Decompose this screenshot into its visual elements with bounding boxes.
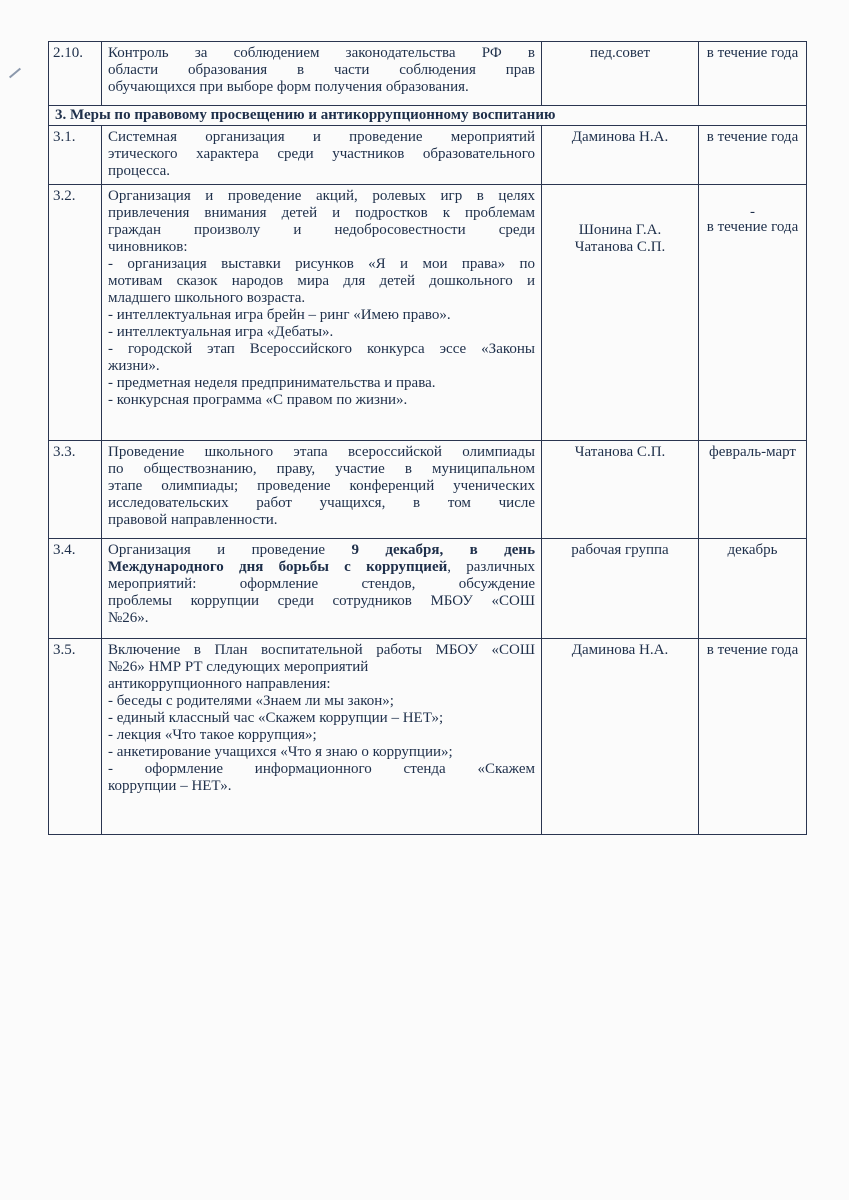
responsible-cell: пед.совет [542, 42, 699, 106]
table-row [49, 126, 807, 185]
responsible-cell: рабочая группа [542, 539, 699, 639]
activity-line: граждан произволу и недобросовестности среди [108, 222, 535, 238]
table-row [49, 185, 807, 441]
spacer [705, 188, 800, 205]
term-value: в течение года [706, 219, 799, 235]
table-row [49, 441, 807, 539]
activity-line: - городской этап Всероссийского конкурса эссе «Законы [108, 341, 535, 357]
highlight-event: Международного дня борьбы с коррупцией [108, 559, 448, 575]
activity-line [108, 559, 535, 576]
anticorruption-plan-table [48, 41, 807, 835]
responsible-cell [542, 185, 699, 441]
activity-line: младшего школьного возраста. [108, 290, 306, 306]
activity-line: проблемы коррупции среди сотрудников МБОУ «СОШ [108, 593, 535, 609]
activity-line: мотивам сказок народов мира для детей дошкольного и [108, 273, 535, 289]
activity-line: Организация и проведение акций, ролевых игр в целях [108, 188, 535, 204]
activity-line: правовой направленности. [108, 512, 278, 528]
term-cell: декабрь [699, 539, 807, 639]
activity-cell [102, 42, 542, 106]
activity-line: этического характера среди участников образовательного [108, 146, 535, 162]
activity-line: - интеллектуальная игра брейн – ринг «Имею право». [108, 307, 451, 323]
activity-cell [102, 639, 542, 835]
activity-line: по обществознанию, праву, участие в муниципальном [108, 461, 535, 477]
table-row [49, 539, 807, 639]
activity-line: мероприятий: оформление стендов, обсуждение [108, 576, 535, 592]
term-cell: февраль-март [699, 441, 807, 539]
activity-line: - предметная неделя предпринимательства и права. [108, 375, 436, 391]
section-title: 3. Меры по правовому просвещению и антикоррупционному воспитанию [49, 106, 807, 126]
table-row [49, 639, 807, 835]
spacer [548, 205, 692, 222]
responsible-cell: Даминова Н.А. [542, 126, 699, 185]
activity-line: - анкетирование учащихся «Что я знаю о коррупции»; [108, 744, 453, 760]
term-cell: в течение года [699, 126, 807, 185]
activity-line: Включение в План воспитательной работы МБОУ «СОШ [108, 642, 535, 658]
activity-line: чиновников: [108, 239, 188, 255]
activity-cell [102, 441, 542, 539]
activity-line: - организация выставки рисунков «Я и мои права» по [108, 256, 535, 272]
activity-text: Организация и проведение [108, 542, 352, 558]
activity-cell [102, 185, 542, 441]
responsible-cell: Даминова Н.А. [542, 639, 699, 835]
activity-line: обучающихся при выборе форм получения образования. [108, 79, 469, 95]
activity-line: - беседы с родителями «Знаем ли мы закон»; [108, 693, 394, 709]
activity-cell [102, 126, 542, 185]
activity-line: - конкурсная программа «С правом по жизни». [108, 392, 408, 408]
activity-line: Системная организация и проведение мероприятий [108, 129, 535, 145]
responsible-cell: Чатанова С.П. [542, 441, 699, 539]
activity-line: жизни». [108, 358, 160, 374]
responsible-name: Шонина Г.А. [578, 222, 662, 238]
spacer [548, 188, 692, 205]
activity-line: №26». [108, 610, 149, 626]
activity-line: Проведение школьного этапа всероссийской олимпиады [108, 444, 535, 460]
row-number: 3.4. [49, 539, 102, 639]
activity-line: области образования в части соблюдения прав [108, 62, 535, 78]
row-number: 3.3. [49, 441, 102, 539]
responsible-name: Чатанова С.П. [574, 239, 666, 255]
row-number: 3.1. [49, 126, 102, 185]
table-row [49, 42, 807, 106]
activity-line [108, 542, 535, 559]
activity-line: привлечения внимания детей и подростков к проблемам [108, 205, 535, 221]
row-number: 3.5. [49, 639, 102, 835]
activity-line: исследовательских работ учащихся, в том числе [108, 495, 535, 511]
row-number: 2.10. [49, 42, 102, 106]
activity-line: №26» НМР РТ следующих мероприятий [108, 659, 369, 675]
scan-artifact-mark [9, 68, 21, 79]
section-header-row [49, 106, 807, 126]
activity-line: - единый классный час «Скажем коррупции – НЕТ»; [108, 710, 444, 726]
activity-line: процесса. [108, 163, 170, 179]
activity-line: коррупции – НЕТ». [108, 778, 232, 794]
highlight-date: 9 декабря, в день [351, 542, 536, 558]
activity-line: антикоррупционного направления: [108, 676, 331, 692]
activity-line: - оформление информационного стенда «Скажем [108, 761, 535, 777]
activity-line: - лекция «Что такое коррупция»; [108, 727, 317, 743]
activity-cell [102, 539, 542, 639]
activity-line: Контроль за соблюдением законодательства РФ в [108, 45, 535, 61]
activity-line: этапе олимпиады; проведение конференций ученических [108, 478, 535, 494]
activity-line: - интеллектуальная игра «Дебаты». [108, 324, 334, 340]
activity-text: , различных [447, 559, 535, 575]
term-cell: в течение года [699, 639, 807, 835]
term-cell [699, 185, 807, 441]
term-dash: - [750, 204, 755, 220]
row-number: 3.2. [49, 185, 102, 441]
term-cell: в течение года [699, 42, 807, 106]
